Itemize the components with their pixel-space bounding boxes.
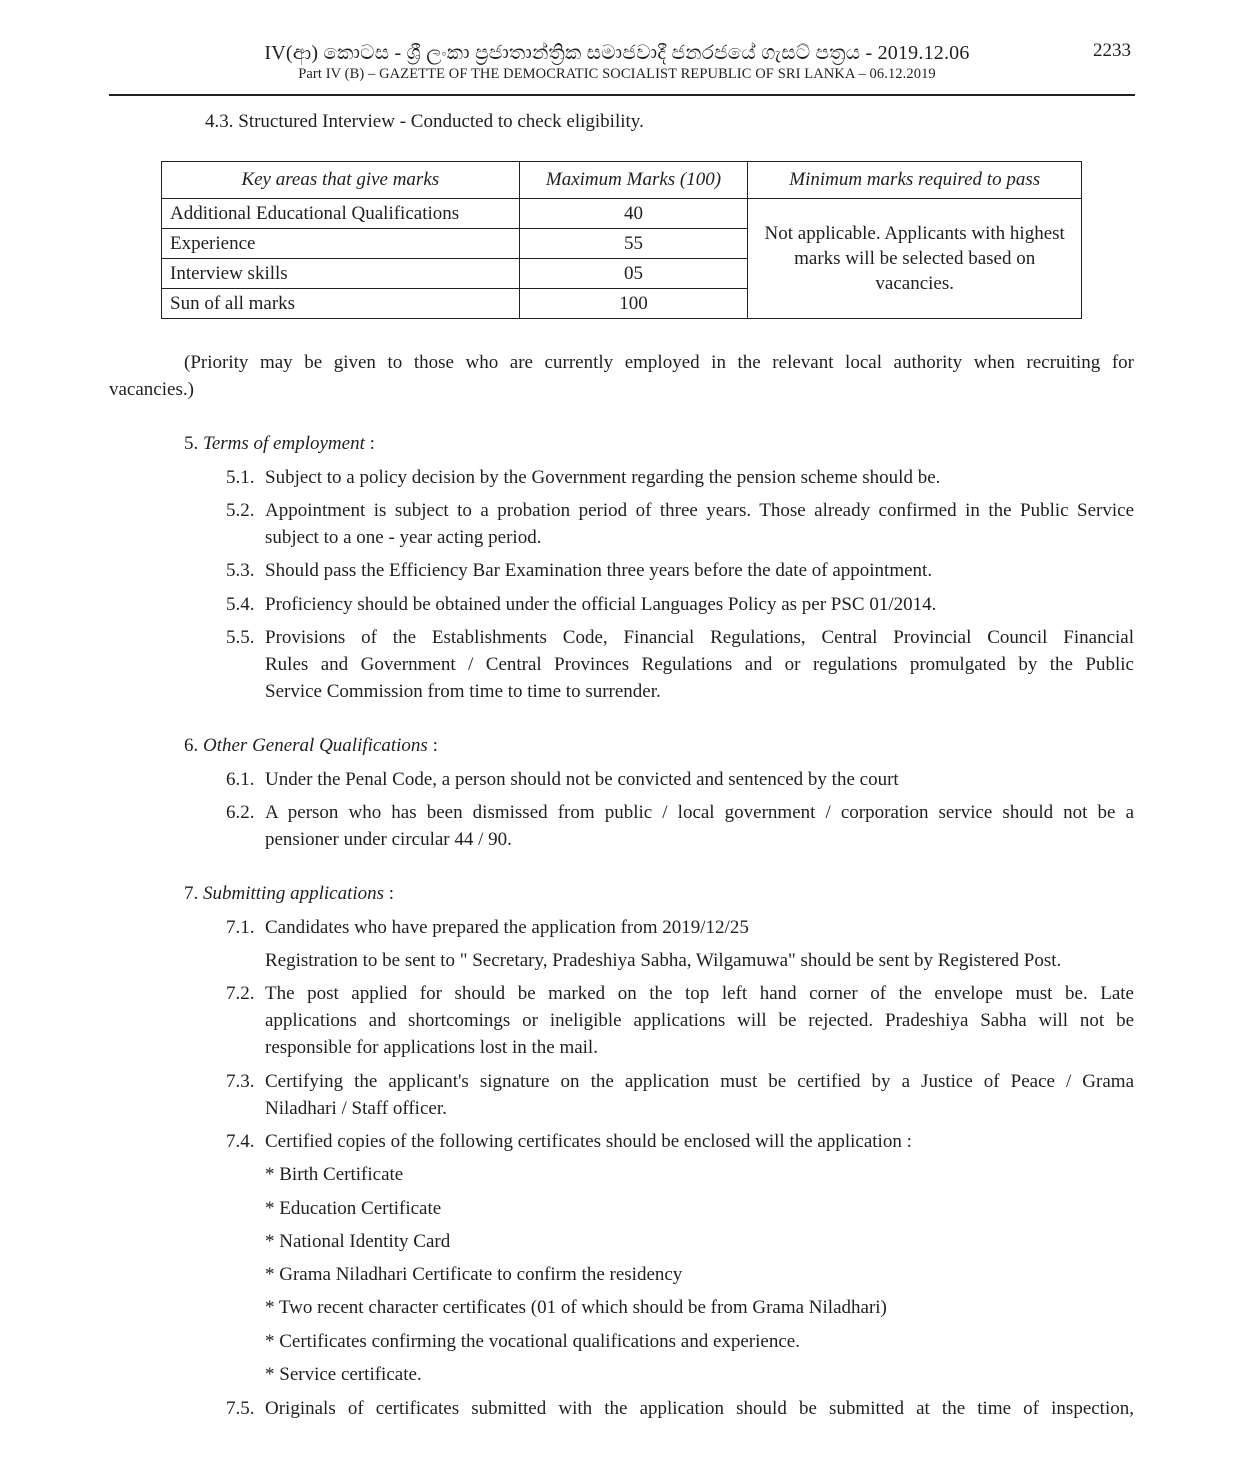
table-header-cell: Maximum Marks (100) (519, 162, 748, 199)
item-text: Candidates who have prepared the application from 2019/12/25 (265, 917, 749, 938)
header-english: Part IV (B) – GAZETTE OF THE DEMOCRATIC SOCIALIST REPUBLIC OF SRI LANKA – 06.12.2019 (298, 66, 936, 82)
table-cell-area: Sun of all marks (162, 289, 520, 319)
section-number: 6. (184, 735, 199, 756)
item-text: applications and shortcomings or ineligible applications will be rejected. Pradeshiya Sabha will not be (265, 1010, 1134, 1031)
table-cell-max: 100 (519, 289, 748, 319)
item-text: Appointment is subject to a probation period of three years. Those already confirmed in the Public Service (265, 500, 1134, 521)
item-text: A person who has been dismissed from public / local government / corporation service should not be a (265, 802, 1134, 823)
item-number: 5.1. (226, 467, 255, 488)
certificate-list-item: * Education Certificate (265, 1198, 442, 1219)
section-colon: : (364, 433, 375, 454)
table-cell-max: 40 (519, 199, 748, 229)
item-text: Niladhari / Staff officer. (265, 1098, 447, 1119)
item-text: Proficiency should be obtained under the official Languages Policy as per PSC 01/2014. (265, 594, 937, 615)
table-cell-note: Not applicable. Applicants with highest marks will be selected based on vacancies. (748, 199, 1082, 319)
item-number: 6.1. (226, 769, 255, 790)
section-7-heading (184, 880, 394, 907)
item-number: 7.4. (226, 1131, 255, 1152)
item-number: 7.2. (226, 983, 255, 1004)
item-number: 7.3. (226, 1071, 255, 1092)
item-text: Service Commission from time to time to surrender. (265, 681, 661, 702)
section-colon: : (384, 883, 395, 904)
section-6-heading (184, 732, 438, 759)
item-text: Provisions of the Establishments Code, Financial Regulations, Central Provincial Council Financial (265, 627, 1134, 648)
section-colon: : (427, 735, 438, 756)
section-title: Terms of employment (203, 433, 365, 454)
item-text: pensioner under circular 44 / 90. (265, 829, 512, 850)
table-cell-max: 05 (519, 259, 748, 289)
table-row (162, 199, 1082, 229)
section-title: Submitting applications (203, 883, 385, 904)
table-header-cell: Key areas that give marks (162, 162, 520, 199)
table-cell-area: Additional Educational Qualifications (162, 199, 520, 229)
table-cell-max: 55 (519, 229, 748, 259)
section-4-3-heading: 4.3. Structured Interview - Conducted to check eligibility. (205, 111, 644, 132)
item-number: 5.4. (226, 594, 255, 615)
section-5-heading (184, 430, 375, 457)
section-number: 5. (184, 433, 199, 454)
marks-table (161, 161, 1082, 319)
section-number: 7. (184, 883, 199, 904)
header-rule (109, 94, 1135, 96)
certificate-list-item: * Service certificate. (265, 1364, 422, 1385)
item-text: subject to a one - year acting period. (265, 527, 542, 548)
item-number: 6.2. (226, 802, 255, 823)
certificate-list-item: * Grama Niladhari Certificate to confirm the residency (265, 1264, 683, 1285)
section-title: Other General Qualifications (203, 735, 428, 756)
item-text: Certifying the applicant's signature on the application must be certified by a Justice of Peace / Grama (265, 1071, 1134, 1092)
item-text: responsible for applications lost in the mail. (265, 1037, 598, 1058)
item-text: Originals of certificates submitted with the application should be submitted at the time of inspection, (265, 1398, 1134, 1419)
priority-paragraph-line: (Priority may be given to those who are currently employed in the relevant local authority when recruiting for (184, 352, 1134, 373)
item-text: The post applied for should be marked on the top left hand corner of the envelope must be. Late (265, 983, 1134, 1004)
header-sinhala: IV(ආ) කොටස - ශ්‍රී ලංකා ප්‍රජාතාන්ත්‍රික සමාජවාදී ජනරජයේ ගැසට් පත්‍රය - 2019.12.06 (264, 42, 970, 64)
table-cell-area: Experience (162, 229, 520, 259)
item-text: Should pass the Efficiency Bar Examination three years before the date of appointment. (265, 560, 933, 581)
item-text: Certified copies of the following certificates should be enclosed will the application : (265, 1131, 912, 1152)
item-number: 5.2. (226, 500, 255, 521)
table-header-row (162, 162, 1082, 199)
certificate-list-item: * Two recent character certificates (01 of which should be from Grama Niladhari) (265, 1297, 887, 1318)
item-text: Under the Penal Code, a person should not be convicted and sentenced by the court (265, 769, 899, 790)
item-number: 5.5. (226, 627, 255, 648)
certificate-list-item: * Certificates confirming the vocational qualifications and experience. (265, 1331, 800, 1352)
item-text: Rules and Government / Central Provinces Regulations and or regulations promulgated by the Public (265, 654, 1134, 675)
certificate-list-item: * Birth Certificate (265, 1164, 404, 1185)
item-text: Subject to a policy decision by the Government regarding the pension scheme should be. (265, 467, 941, 488)
certificate-list-item: * National Identity Card (265, 1231, 451, 1252)
page-number: 2233 (1093, 40, 1131, 61)
item-number: 7.1. (226, 917, 255, 938)
table-cell-area: Interview skills (162, 259, 520, 289)
item-number: 5.3. (226, 560, 255, 581)
item-number: 7.5. (226, 1398, 255, 1419)
item-text: Registration to be sent to " Secretary, Pradeshiya Sabha, Wilgamuwa" should be sent by Registered Post. (265, 950, 1062, 971)
table-header-cell: Minimum marks required to pass (748, 162, 1082, 199)
priority-paragraph-line: vacancies.) (109, 379, 194, 400)
